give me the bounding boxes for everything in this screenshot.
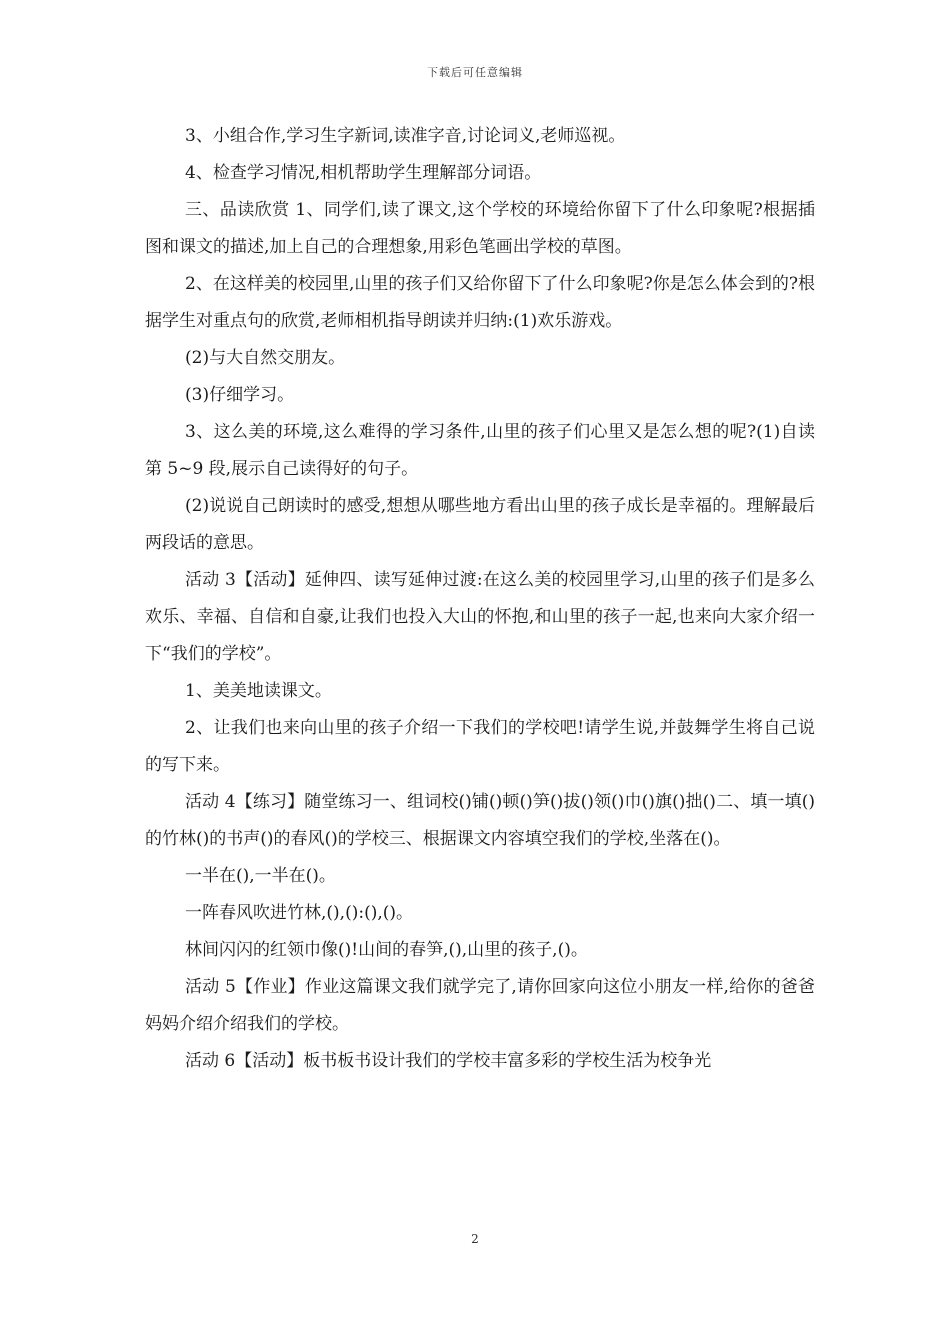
paragraph: 三、品读欣赏 1、同学们,读了课文,这个学校的环境给你留下了什么印象呢?根据插图和课文的描述,加上自己的合理想象,用彩色笔画出学校的草图。: [145, 200, 815, 257]
paragraph: (2)说说自己朗读时的感受,想想从哪些地方看出山里的孩子成长是幸福的。理解最后两段话的意思。: [145, 496, 815, 553]
paragraph: (3)仔细学习。: [185, 385, 295, 405]
paragraph: 活动 5【作业】作业这篇课文我们就学完了,请你回家向这位小朋友一样,给你的爸爸妈妈介绍介绍我们的学校。: [145, 977, 815, 1034]
paragraph: 4、检查学习情况,相机帮助学生理解部分词语。: [185, 163, 542, 183]
paragraph: 活动 3【活动】延伸四、读写延伸过渡:在这么美的校园里学习,山里的孩子们是多么欢乐、幸福、自信和自豪,让我们也投入大山的怀抱,和山里的孩子一起,也来向大家介绍一下“我们的学校”。: [145, 570, 815, 664]
page-number: 2: [471, 1232, 479, 1246]
paragraph: (2)与大自然交朋友。: [185, 348, 346, 368]
paragraph: 1、美美地读课文。: [185, 681, 332, 701]
paragraph: 3、这么美的环境,这么难得的学习条件,山里的孩子们心里又是怎么想的呢?(1)自读第 5~9 段,展示自己读得好的句子。: [145, 422, 815, 479]
paragraph: 林间闪闪的红领巾像()!山间的春笋,(),山里的孩子,()。: [185, 940, 588, 960]
document-body: [145, 118, 815, 1080]
paragraph: 活动 4【练习】随堂练习一、组词校()铺()顿()笋()拔()领()巾()旗()拙()二、填一填()的竹林()的书声()的春风()的学校三、根据课文内容填空我们的学校,坐落在()。: [145, 792, 815, 849]
page-header: 下载后可任意编辑: [427, 66, 523, 79]
paragraph: 一半在(),一半在()。: [185, 866, 336, 886]
paragraph: 活动 6【活动】板书板书设计我们的学校丰富多彩的学校生活为校争光: [185, 1051, 712, 1071]
paragraph: 3、小组合作,学习生字新词,读准字音,讨论词义,老师巡视。: [185, 126, 626, 146]
paragraph: 一阵春风吹进竹林,(),():(),()。: [185, 903, 413, 923]
paragraph: 2、在这样美的校园里,山里的孩子们又给你留下了什么印象呢?你是怎么体会到的?根据学生对重点句的欣赏,老师相机指导朗读并归纳:(1)欢乐游戏。: [145, 274, 815, 331]
paragraph: 2、让我们也来向山里的孩子介绍一下我们的学校吧!请学生说,并鼓舞学生将自己说的写下来。: [145, 718, 815, 775]
